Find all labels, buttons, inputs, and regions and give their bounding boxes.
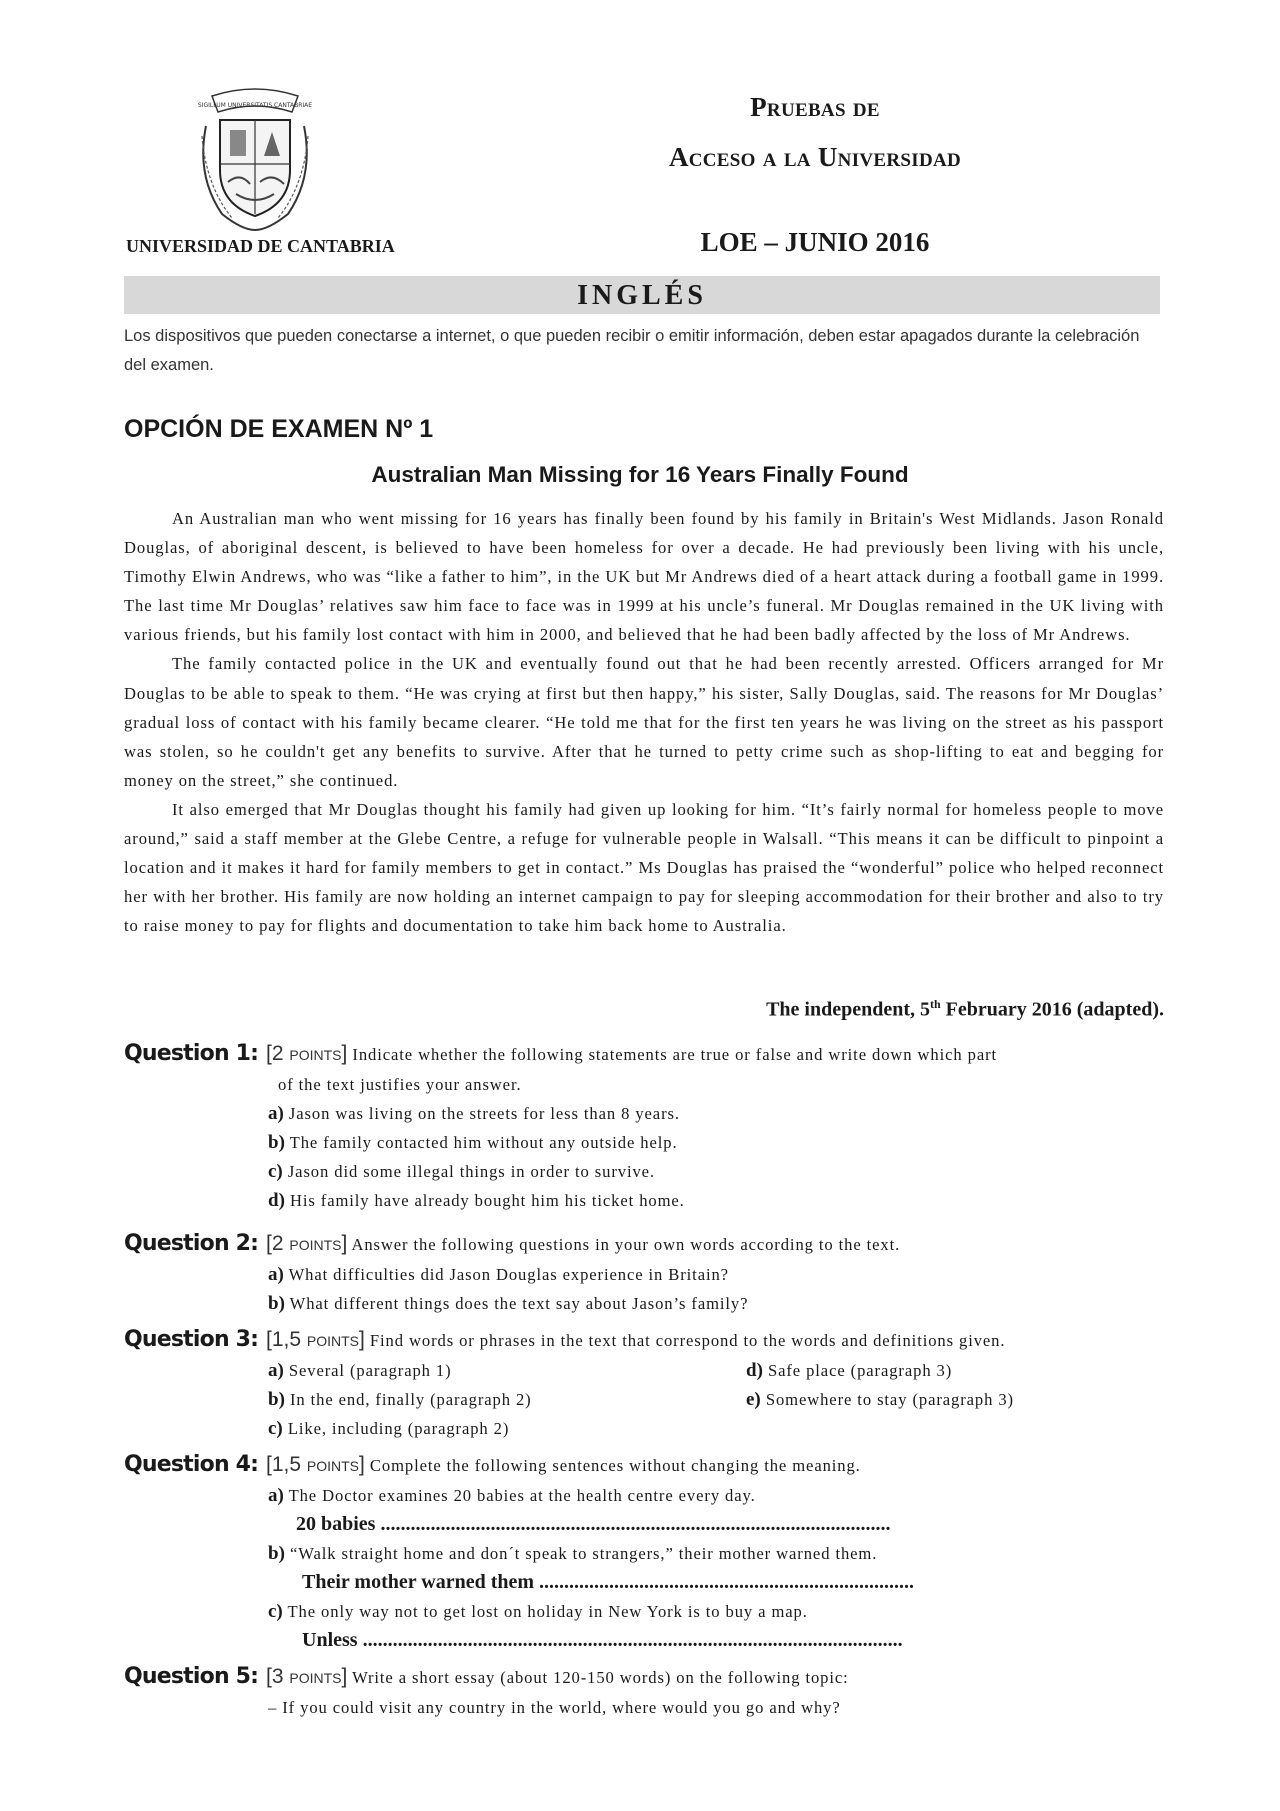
question-2 xyxy=(124,1229,1174,1318)
question-5 xyxy=(124,1662,1174,1722)
question-4-instruction: Complete the following sentences without changing the meaning. xyxy=(369,1456,861,1475)
question-1-instruction: Indicate whether the following statements are true or false and write down which part xyxy=(352,1045,998,1064)
question-4-points: [1,5 POINTS] xyxy=(266,1453,365,1476)
question-4-item-c: c) The only way not to get lost on holiday in New York is to buy a map. xyxy=(268,1601,808,1622)
article-source xyxy=(766,997,1164,1022)
question-5-topic: – If you could visit any country in the world, where would you go and why? xyxy=(268,1698,841,1717)
exam-title-line-2: Acceso a la Universidad xyxy=(668,142,962,172)
article-paragraph-3: It also emerged that Mr Douglas thought his family had given up looking for him. “It’s fairly normal for homeless people to move around,” said a staff member at the Glebe Centre, a refuge for vulnerable people in Walsall. “This means it can be difficult to pinpoint a location and it makes it hard for family members to get in contact.” Ms Douglas has praised the “wonderful” police who helped reconnect her with her brother. His family are now holding an internet campaign to pay for sleeping accommodation for their brother and also to try to raise money to pay for flights and documentation to take him back home to Australia. xyxy=(124,799,1164,936)
question-2-item-b: b) What different things does the text say about Jason’s family? xyxy=(268,1293,749,1314)
question-3-item-b: b) In the end, finally (paragraph 2) xyxy=(268,1389,532,1410)
question-2-item-a: a) What difficulties did Jason Douglas experience in Britain? xyxy=(268,1264,729,1285)
university-name: UNIVERSIDAD DE CANTABRIA xyxy=(126,236,395,256)
question-1-item-c: c) Jason did some illegal things in order to survive. xyxy=(268,1161,655,1182)
exam-title-line-1: Pruebas de xyxy=(750,92,880,122)
question-3-label: Question 3: xyxy=(124,1327,259,1352)
device-notice: Los dispositivos que pueden conectarse a internet, o que pueden recibir o emitir información, deben estar apagados durante la celebración del examen. xyxy=(124,327,1140,374)
question-1-item-d: d) His family have already bought him his ticket home. xyxy=(268,1190,685,1211)
question-4-item-b: b) “Walk straight home and don´t speak to strangers,” their mother warned them. xyxy=(268,1543,878,1564)
article-body xyxy=(124,504,1164,940)
question-1-item-b: b) The family contacted him without any outside help. xyxy=(268,1132,678,1153)
question-2-points: [2 POINTS] xyxy=(266,1232,348,1255)
article-paragraph-2: The family contacted police in the UK and eventually found out that he had been recently arrested. Officers arranged for Mr Douglas to be able to speak to them. “He was crying at first but then happy,” his sister, Sally Douglas, said. The reasons for Mr Douglas’ gradual loss of contact with his family became clearer. “He told me that for the first ten years he was living on the street as his passport was stolen, so he couldn't get any benefits to survive. After that he turned to petty crime such as shop-lifting to eat and begging for money on the street,” she continued. xyxy=(124,654,1164,790)
question-4-answer-b: Their mother warned them ........................................................................... xyxy=(302,1571,915,1593)
question-4-label: Question 4: xyxy=(124,1452,259,1477)
question-1-label: Question 1: xyxy=(124,1041,259,1066)
question-4-item-a: a) The Doctor examines 20 babies at the health centre every day. xyxy=(268,1485,756,1506)
question-3-instruction: Find words or phrases in the text that correspond to the words and definitions given. xyxy=(369,1331,1006,1350)
question-1-points: [2 POINTS] xyxy=(266,1042,348,1065)
question-3-items xyxy=(124,1356,1174,1443)
question-1 xyxy=(124,1039,1174,1215)
question-3 xyxy=(124,1325,1174,1443)
question-3-item-d: d) Safe place (paragraph 3) xyxy=(746,1360,953,1381)
university-crest-logo xyxy=(192,86,318,232)
article-title: Australian Man Missing for 16 Years Finally Found xyxy=(371,462,909,487)
article-paragraph-1: An Australian man who went missing for 16 years has finally been found by his family in Britain's West Midlands. Jason Ronald Douglas, of aboriginal descent, is believed to have been homeless for over a decade. He had previously been living with his uncle, Timothy Elwin Andrews, who was “like a father to him”, in the UK but Mr Andrews died of a heart attack during a football game in 1999. The last time Mr Douglas’ relatives saw him face to face was in 1999 at his uncle’s funeral. Mr Douglas remained in the UK living with various friends, but his family lost contact with him in 2000, and believed that he had been badly affected by the loss of Mr Andrews. xyxy=(124,509,1164,645)
source-text-pre: The independent, 5 xyxy=(766,998,930,1021)
question-5-instruction: Write a short essay (about 120-150 words) on the following topic: xyxy=(352,1668,849,1687)
question-2-instruction: Answer the following questions in your own words according to the text. xyxy=(351,1235,901,1254)
question-3-points: [1,5 POINTS] xyxy=(266,1328,365,1351)
question-5-points: [3 POINTS] xyxy=(266,1665,348,1688)
option-title: OPCIÓN DE EXAMEN Nº 1 xyxy=(124,415,434,443)
subject-banner: INGLÉS xyxy=(124,276,1160,314)
question-3-item-a: a) Several (paragraph 1) xyxy=(268,1360,452,1381)
question-1-item-a: a) Jason was living on the streets for less than 8 years. xyxy=(268,1103,680,1124)
question-5-label: Question 5: xyxy=(124,1664,259,1689)
exam-session: LOE – JUNIO 2016 xyxy=(700,227,930,257)
question-3-item-e: e) Somewhere to stay (paragraph 3) xyxy=(746,1389,1014,1410)
question-3-item-c: c) Like, including (paragraph 2) xyxy=(268,1418,510,1439)
question-4 xyxy=(124,1450,1174,1655)
source-text-post: February 2016 (adapted). xyxy=(940,998,1164,1021)
question-1-instruction-cont: of the text justifies your answer. xyxy=(278,1075,522,1094)
source-text-sup: th xyxy=(930,997,941,1011)
question-4-answer-a: 20 babies ...................................................................................................... xyxy=(296,1513,891,1535)
crest-ribbon-text: SIGILLUM UNIVERSITATIS CANTABRIAE xyxy=(197,102,313,109)
question-4-answer-c: Unless ............................................................................................................ xyxy=(302,1629,903,1651)
question-2-label: Question 2: xyxy=(124,1231,259,1256)
